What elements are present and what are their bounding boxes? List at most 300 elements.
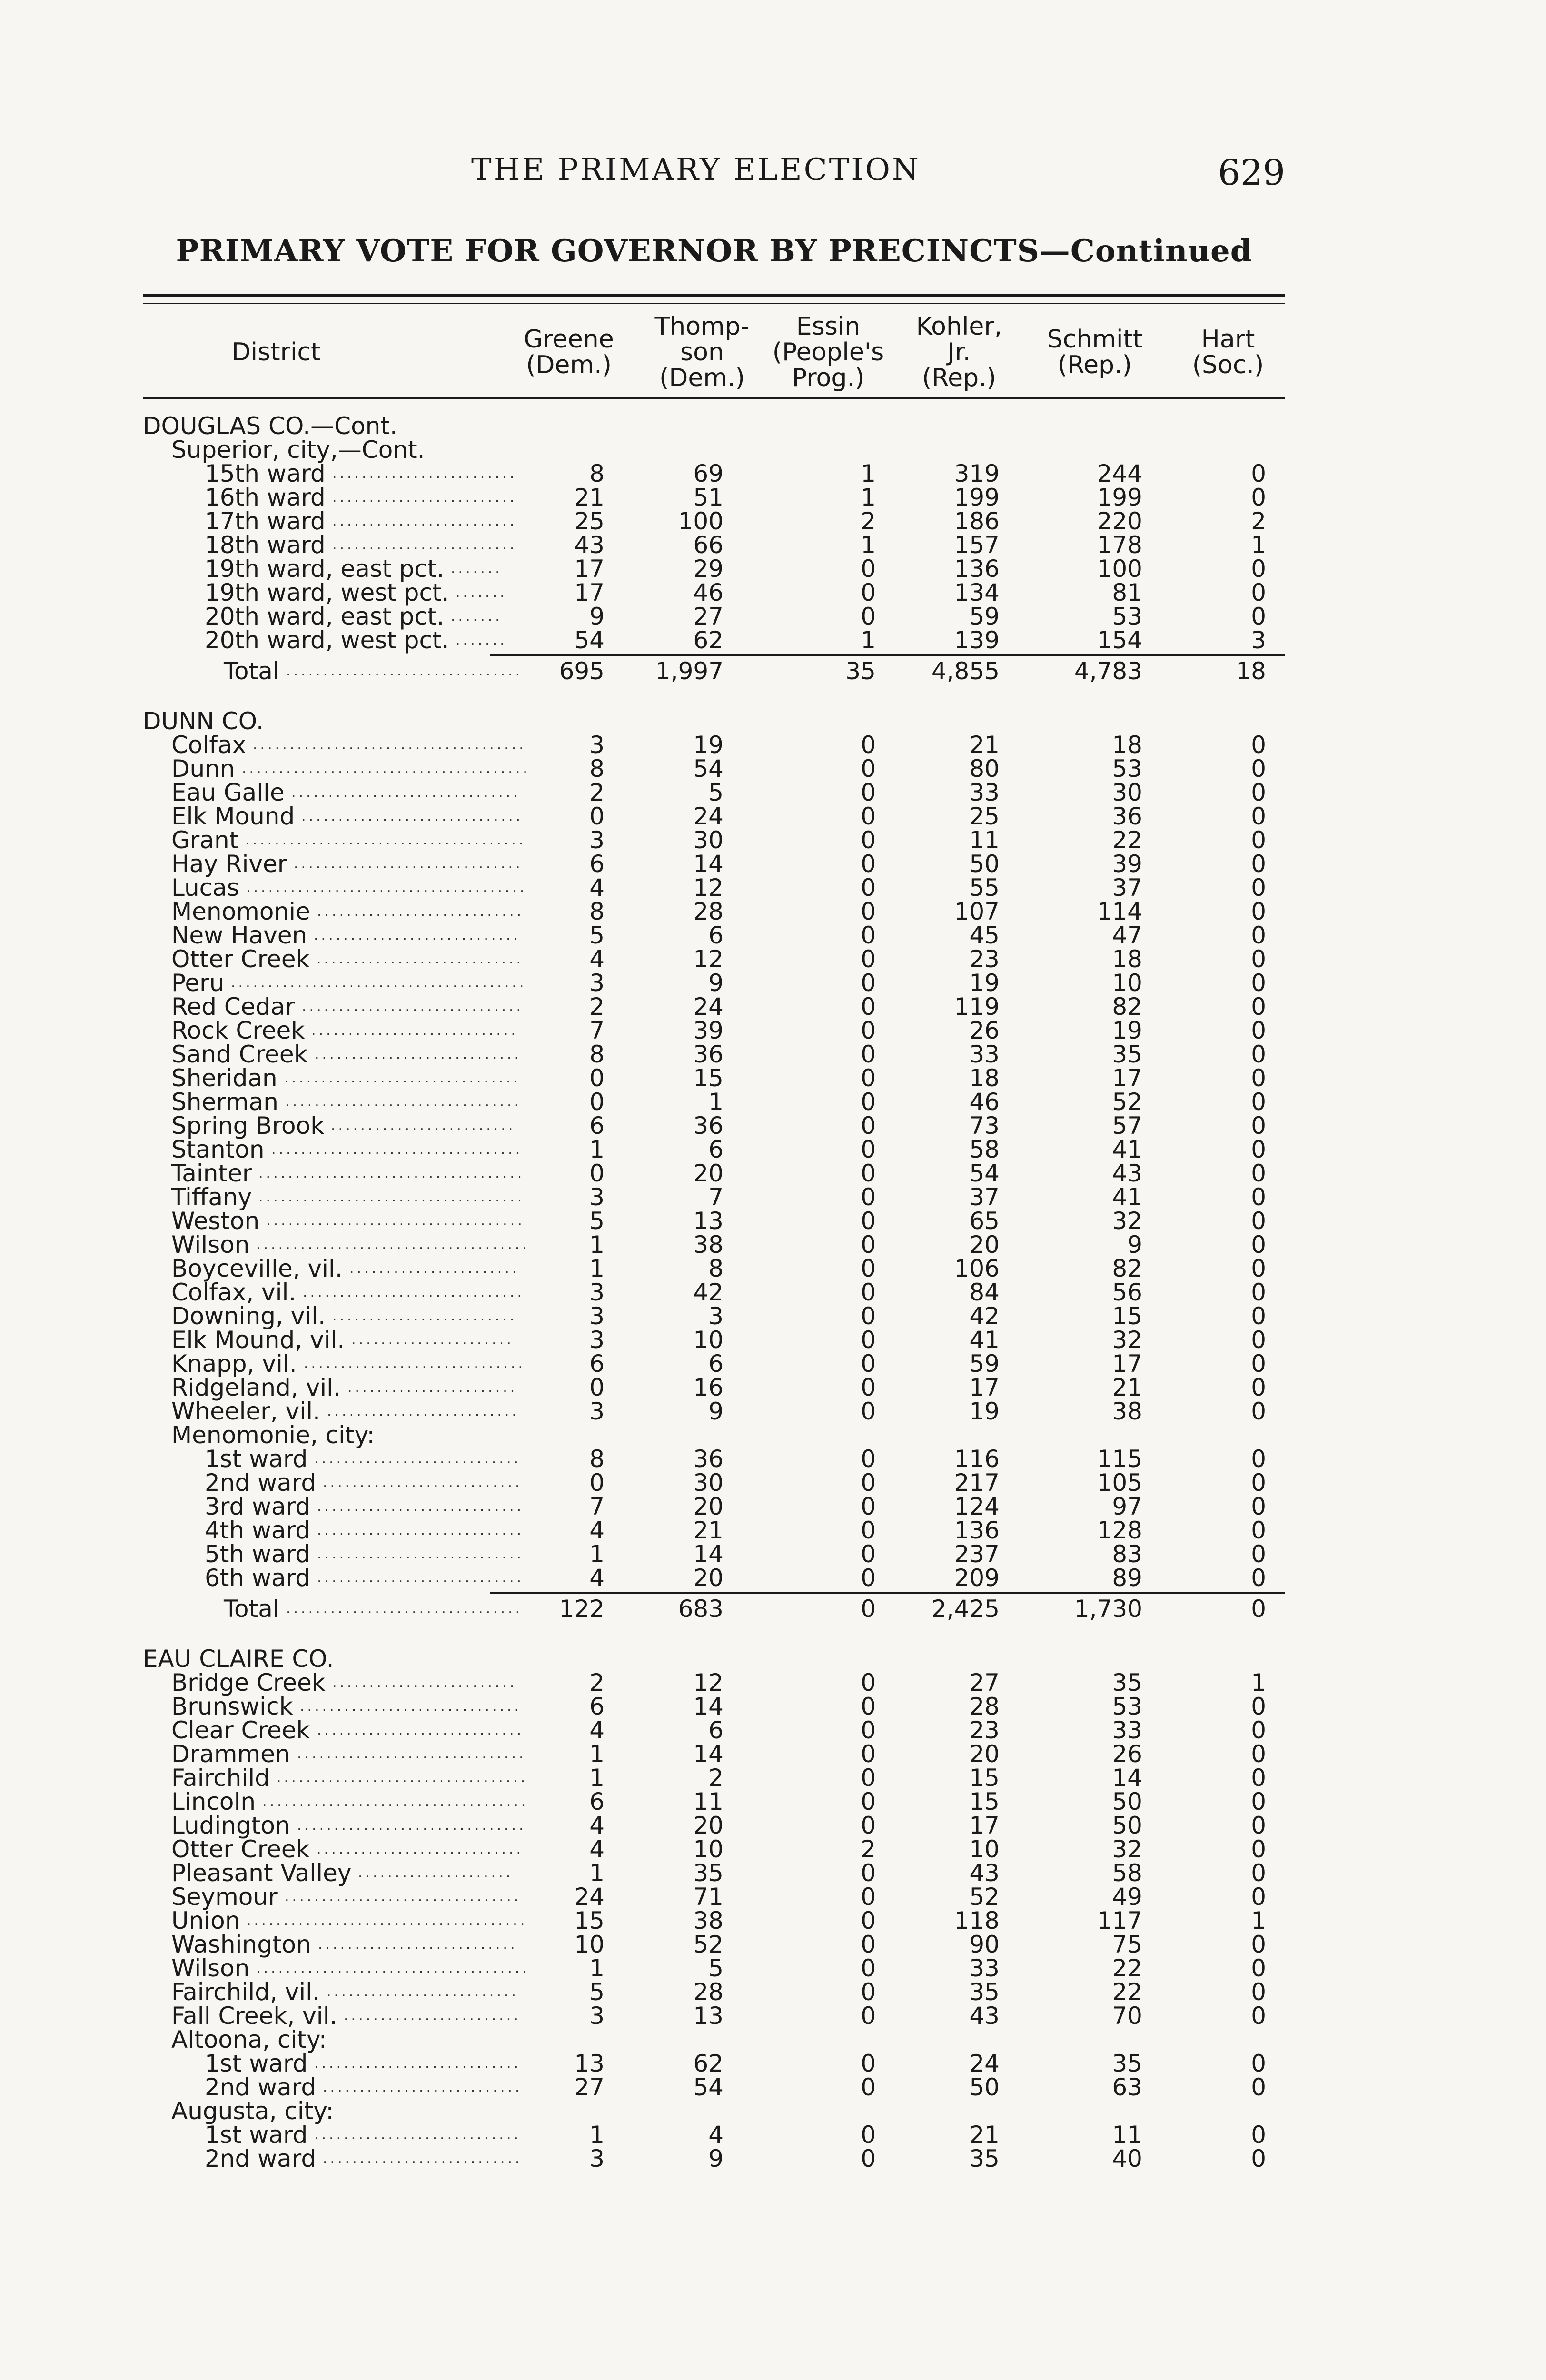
precinct-row xyxy=(143,1138,1285,1161)
header-rule xyxy=(143,397,1285,399)
district-name: 2nd ward xyxy=(205,2145,317,2172)
vote-schmitt: 199 xyxy=(1097,484,1142,511)
district-name: Rock Creek xyxy=(171,1017,305,1044)
precinct-row xyxy=(143,462,1285,486)
vote-essin: 0 xyxy=(861,1136,876,1163)
vote-schmitt: 82 xyxy=(1112,993,1142,1021)
vote-greene: 3 xyxy=(589,1183,605,1211)
vote-kohler: 2,425 xyxy=(931,1595,1000,1623)
vote-hart: 0 xyxy=(1251,1716,1266,1744)
vote-hart: 0 xyxy=(1251,731,1266,759)
vote-essin: 0 xyxy=(861,1326,876,1354)
vote-thompson: 69 xyxy=(693,460,723,487)
vote-schmitt: 4,783 xyxy=(1074,657,1142,685)
vote-kohler: 21 xyxy=(969,2121,1000,2149)
dot-leader: ...................................... xyxy=(246,879,527,896)
page-number: 629 xyxy=(1218,152,1285,193)
district-name: Otter Creek xyxy=(171,1835,310,1863)
vote-greene: 4 xyxy=(589,1517,605,1544)
vote-greene: 10 xyxy=(574,1931,605,1958)
dot-leader: .............................. xyxy=(301,808,524,824)
vote-essin: 0 xyxy=(861,1859,876,1887)
vote-essin: 0 xyxy=(861,1088,876,1116)
dot-leader: ............................... xyxy=(297,1745,526,1762)
vote-thompson: 11 xyxy=(693,1788,723,1815)
district-name: 1st ward xyxy=(205,1445,308,1473)
vote-thompson: 13 xyxy=(693,2002,723,2030)
vote-greene: 122 xyxy=(559,1595,605,1623)
precinct-row xyxy=(143,486,1285,509)
vote-thompson: 62 xyxy=(693,2050,723,2077)
dot-leader: ............................ xyxy=(317,1546,525,1562)
vote-kohler: 107 xyxy=(954,898,1000,925)
vote-hart: 0 xyxy=(1251,1445,1266,1473)
vote-thompson: 24 xyxy=(693,993,723,1021)
vote-thompson: 14 xyxy=(693,1740,723,1768)
vote-thompson: 14 xyxy=(693,850,723,878)
district-name: Sheridan xyxy=(171,1064,277,1092)
vote-essin: 0 xyxy=(861,2145,876,2172)
district-name: Altoona, city: xyxy=(171,2026,327,2053)
vote-hart: 0 xyxy=(1251,1931,1266,1958)
vote-kohler: 23 xyxy=(969,945,1000,973)
precinct-row xyxy=(143,852,1285,876)
district-name: Tainter xyxy=(171,1160,252,1187)
total-row xyxy=(143,1590,1285,1628)
vote-kohler: 4,855 xyxy=(931,657,1000,685)
district-name: Union xyxy=(171,1907,240,1934)
dot-leader: ..................................... xyxy=(256,1960,530,1976)
column-header-thompson xyxy=(647,309,757,395)
vote-kohler: 19 xyxy=(969,969,1000,997)
vote-greene: 17 xyxy=(574,579,605,606)
vote-schmitt: 114 xyxy=(1097,898,1142,925)
dot-leader: ......................... xyxy=(332,1308,517,1324)
vote-greene: 1 xyxy=(589,1954,605,1982)
vote-hart: 1 xyxy=(1251,1907,1266,1934)
vote-essin: 0 xyxy=(861,1907,876,1934)
vote-kohler: 58 xyxy=(969,1136,1000,1163)
vote-greene: 0 xyxy=(589,1374,605,1401)
dot-leader: .............................. xyxy=(304,1355,526,1372)
vote-essin: 0 xyxy=(861,1931,876,1958)
column-header-kohler xyxy=(900,309,1019,395)
vote-essin: 0 xyxy=(861,1517,876,1544)
vote-kohler: 52 xyxy=(969,1883,1000,1911)
district-name: 16th ward xyxy=(205,484,326,511)
precinct-row xyxy=(143,2004,1285,2028)
vote-greene: 2 xyxy=(589,1669,605,1696)
district-name: 6th ward xyxy=(205,1564,310,1592)
vote-schmitt: 89 xyxy=(1112,1564,1142,1592)
vote-schmitt: 14 xyxy=(1112,1764,1142,1792)
vote-hart: 0 xyxy=(1251,603,1266,630)
vote-kohler: 42 xyxy=(969,1302,1000,1330)
vote-essin: 0 xyxy=(861,874,876,902)
vote-schmitt: 100 xyxy=(1097,555,1142,583)
vote-essin: 0 xyxy=(861,2002,876,2030)
vote-greene: 25 xyxy=(574,507,605,535)
vote-schmitt: 35 xyxy=(1112,1669,1142,1696)
vote-schmitt: 32 xyxy=(1112,1207,1142,1235)
vote-schmitt: 18 xyxy=(1112,731,1142,759)
district-name: Colfax xyxy=(171,731,247,759)
vote-thompson: 51 xyxy=(693,484,723,511)
vote-greene: 4 xyxy=(589,1564,605,1592)
dot-leader: ................................... xyxy=(266,1212,525,1229)
vote-hart: 0 xyxy=(1251,779,1266,806)
vote-schmitt: 105 xyxy=(1097,1469,1142,1497)
vote-schmitt: 1,730 xyxy=(1074,1595,1142,1623)
dot-leader: ............................ xyxy=(317,1841,524,1857)
vote-thompson: 1,997 xyxy=(655,657,723,685)
vote-hart: 0 xyxy=(1251,1017,1266,1044)
precinct-row xyxy=(143,1185,1285,1209)
precinct-row xyxy=(143,509,1285,533)
dot-leader: ....... xyxy=(451,608,503,625)
vote-kohler: 237 xyxy=(954,1540,1000,1568)
vote-schmitt: 37 xyxy=(1112,874,1142,902)
vote-schmitt: 10 xyxy=(1112,969,1142,997)
district-name: Wilson xyxy=(171,1231,250,1259)
vote-thompson: 6 xyxy=(708,1716,723,1744)
dot-leader: ..................... xyxy=(358,1864,514,1881)
district-name: Lucas xyxy=(171,874,239,902)
vote-essin: 0 xyxy=(861,1740,876,1768)
vote-kohler: 15 xyxy=(969,1764,1000,1792)
column-header-greene xyxy=(514,309,624,395)
vote-greene: 27 xyxy=(574,2073,605,2101)
vote-thompson: 24 xyxy=(693,803,723,830)
subdivision-heading xyxy=(143,2028,1285,2052)
precinct-row xyxy=(143,876,1285,900)
dot-leader: ...................................... xyxy=(245,832,526,848)
vote-essin: 0 xyxy=(861,1112,876,1140)
vote-hart: 0 xyxy=(1251,1835,1266,1863)
column-header-line: Jr. xyxy=(947,338,971,367)
vote-schmitt: 47 xyxy=(1112,922,1142,949)
vote-essin: 2 xyxy=(861,507,876,535)
vote-greene: 17 xyxy=(574,555,605,583)
vote-greene: 695 xyxy=(559,657,605,685)
district-name: Dunn xyxy=(171,755,235,783)
vote-greene: 54 xyxy=(574,626,605,654)
vote-greene: 3 xyxy=(589,1302,605,1330)
vote-schmitt: 56 xyxy=(1112,1279,1142,1306)
vote-schmitt: 75 xyxy=(1112,1931,1142,1958)
vote-kohler: 136 xyxy=(954,1517,1000,1544)
vote-kohler: 33 xyxy=(969,779,1000,806)
vote-hart: 0 xyxy=(1251,1255,1266,1282)
dot-leader: ......................... xyxy=(332,513,517,529)
district-name: DOUGLAS CO.—Cont. xyxy=(143,412,397,440)
vote-thompson: 28 xyxy=(693,898,723,925)
precinct-row xyxy=(143,804,1285,828)
vote-hart: 0 xyxy=(1251,1740,1266,1768)
vote-thompson: 36 xyxy=(693,1041,723,1068)
vote-kohler: 59 xyxy=(969,1350,1000,1378)
precinct-row xyxy=(143,757,1285,781)
dot-leader: ..................................... xyxy=(256,1236,530,1253)
vote-thompson: 8 xyxy=(708,1255,723,1282)
vote-schmitt: 18 xyxy=(1112,945,1142,973)
district-name: Weston xyxy=(171,1207,260,1235)
vote-thompson: 46 xyxy=(693,579,723,606)
vote-thompson: 20 xyxy=(693,1812,723,1839)
vote-kohler: 19 xyxy=(969,1398,1000,1425)
vote-thompson: 39 xyxy=(693,1017,723,1044)
vote-essin: 1 xyxy=(861,484,876,511)
vote-essin: 0 xyxy=(861,1978,876,2006)
vote-hart: 0 xyxy=(1251,1302,1266,1330)
precinct-row xyxy=(143,1161,1285,1185)
vote-greene: 3 xyxy=(589,1398,605,1425)
vote-hart: 0 xyxy=(1251,1374,1266,1401)
vote-thompson: 54 xyxy=(693,755,723,783)
vote-kohler: 15 xyxy=(969,1788,1000,1815)
precinct-row xyxy=(143,1695,1285,1718)
vote-essin: 0 xyxy=(861,1595,876,1623)
vote-essin: 0 xyxy=(861,1469,876,1497)
district-name: 15th ward xyxy=(205,460,326,487)
vote-essin: 0 xyxy=(861,945,876,973)
vote-greene: 0 xyxy=(589,803,605,830)
vote-thompson: 30 xyxy=(693,1469,723,1497)
vote-schmitt: 41 xyxy=(1112,1136,1142,1163)
district-name: Fall Creek, vil. xyxy=(171,2002,337,2030)
subdivision-heading xyxy=(143,2099,1285,2123)
vote-greene: 3 xyxy=(589,2145,605,2172)
vote-kohler: 18 xyxy=(969,1064,1000,1092)
dot-leader: ............................ xyxy=(314,2055,522,2072)
vote-kohler: 43 xyxy=(969,1859,1000,1887)
vote-greene: 21 xyxy=(574,484,605,511)
dot-leader: ......................... xyxy=(332,536,517,553)
vote-thompson: 13 xyxy=(693,1207,723,1235)
vote-hart: 0 xyxy=(1251,993,1266,1021)
dot-leader: ............................ xyxy=(317,1722,525,1738)
dot-leader: ...................... xyxy=(351,1331,514,1348)
vote-schmitt: 36 xyxy=(1112,803,1142,830)
column-header-line: Kohler, xyxy=(916,312,1002,341)
vote-thompson: 71 xyxy=(693,1883,723,1911)
dot-leader: .................................... xyxy=(258,1189,525,1205)
district-name: 3rd ward xyxy=(205,1493,311,1520)
vote-thompson: 14 xyxy=(693,1693,723,1720)
table-title: PRIMARY VOTE FOR GOVERNOR BY PRECINCTS—Continued xyxy=(176,233,1252,269)
vote-greene: 4 xyxy=(589,1812,605,1839)
precinct-row xyxy=(143,1042,1285,1066)
vote-thompson: 2 xyxy=(708,1764,723,1792)
column-header-schmitt xyxy=(1038,309,1152,395)
vote-essin: 0 xyxy=(861,1279,876,1306)
dot-leader: ......................... xyxy=(332,465,517,482)
vote-schmitt: 38 xyxy=(1112,1398,1142,1425)
vote-kohler: 21 xyxy=(969,731,1000,759)
district-name: Menomonie xyxy=(171,898,310,925)
vote-greene: 1 xyxy=(589,1764,605,1792)
vote-kohler: 11 xyxy=(969,826,1000,854)
precinct-row xyxy=(143,1814,1285,1837)
precinct-row xyxy=(143,1090,1285,1114)
vote-essin: 0 xyxy=(861,969,876,997)
vote-schmitt: 53 xyxy=(1112,755,1142,783)
vote-thompson: 9 xyxy=(708,2145,723,2172)
vote-kohler: 119 xyxy=(954,993,1000,1021)
vote-thompson: 9 xyxy=(708,969,723,997)
vote-greene: 24 xyxy=(574,1883,605,1911)
precinct-row xyxy=(143,1019,1285,1042)
vote-kohler: 65 xyxy=(969,1207,1000,1235)
district-name: Hay River xyxy=(171,850,287,878)
precinct-row xyxy=(143,995,1285,1019)
vote-schmitt: 49 xyxy=(1112,1883,1142,1911)
vote-kohler: 10 xyxy=(969,1835,1000,1863)
precinct-row xyxy=(143,1114,1285,1138)
vote-kohler: 199 xyxy=(954,484,1000,511)
vote-schmitt: 53 xyxy=(1112,603,1142,630)
vote-hart: 0 xyxy=(1251,1112,1266,1140)
dot-leader: ............................ xyxy=(314,1450,522,1467)
vote-schmitt: 83 xyxy=(1112,1540,1142,1568)
vote-essin: 0 xyxy=(861,731,876,759)
vote-kohler: 20 xyxy=(969,1740,1000,1768)
vote-greene: 5 xyxy=(589,1207,605,1235)
vote-schmitt: 35 xyxy=(1112,1041,1142,1068)
vote-thompson: 54 xyxy=(693,2073,723,2101)
vote-essin: 0 xyxy=(861,1255,876,1282)
vote-hart: 0 xyxy=(1251,1859,1266,1887)
precinct-row xyxy=(143,533,1285,557)
vote-essin: 0 xyxy=(861,850,876,878)
district-name: Wilson xyxy=(171,1954,250,1982)
section-gap xyxy=(143,690,1285,709)
vote-greene: 3 xyxy=(589,1326,605,1354)
vote-essin: 0 xyxy=(861,1954,876,1982)
vote-kohler: 35 xyxy=(969,1978,1000,2006)
dot-leader: .................................. xyxy=(277,1769,528,1786)
vote-hart: 0 xyxy=(1251,874,1266,902)
vote-essin: 0 xyxy=(861,1883,876,1911)
district-name: Colfax, vil. xyxy=(171,1279,297,1306)
vote-schmitt: 220 xyxy=(1097,507,1142,535)
vote-schmitt: 17 xyxy=(1112,1350,1142,1378)
dot-leader: ....... xyxy=(456,632,507,648)
vote-thompson: 14 xyxy=(693,1540,723,1568)
dot-leader: ...................................... xyxy=(247,1912,528,1929)
vote-essin: 0 xyxy=(861,1564,876,1592)
dot-leader: ............................ xyxy=(317,951,524,967)
vote-essin: 0 xyxy=(861,1764,876,1792)
vote-greene: 1 xyxy=(589,1859,605,1887)
dot-leader: ..................................... xyxy=(253,736,526,753)
vote-hart: 0 xyxy=(1251,1564,1266,1592)
district-name: Augusta, city: xyxy=(171,2097,334,2125)
district-name: Sherman xyxy=(171,1088,278,1116)
vote-greene: 4 xyxy=(589,874,605,902)
district-name: Menomonie, city: xyxy=(171,1421,375,1449)
district-name: Red Cedar xyxy=(171,993,295,1021)
column-header-line: (Dem.) xyxy=(526,351,612,379)
precinct-row xyxy=(143,1399,1285,1423)
vote-hart: 0 xyxy=(1251,484,1266,511)
dot-leader: ............................... xyxy=(294,855,523,872)
column-header-line: (Rep.) xyxy=(1058,351,1132,379)
vote-hart: 0 xyxy=(1251,922,1266,949)
vote-greene: 1 xyxy=(589,1255,605,1282)
precinct-row xyxy=(143,1542,1285,1566)
vote-schmitt: 33 xyxy=(1112,1716,1142,1744)
vote-greene: 8 xyxy=(589,460,605,487)
vote-schmitt: 40 xyxy=(1112,2145,1142,2172)
vote-kohler: 84 xyxy=(969,1279,1000,1306)
vote-essin: 0 xyxy=(861,1302,876,1330)
vote-kohler: 59 xyxy=(969,603,1000,630)
column-header-line: Thomp- xyxy=(654,312,750,341)
vote-kohler: 25 xyxy=(969,803,1000,830)
vote-schmitt: 22 xyxy=(1112,826,1142,854)
precinct-row xyxy=(143,1471,1285,1495)
precinct-row xyxy=(143,1933,1285,1956)
vote-essin: 0 xyxy=(861,579,876,606)
vote-hart: 0 xyxy=(1251,1540,1266,1568)
vote-hart: 0 xyxy=(1251,1493,1266,1520)
vote-thompson: 66 xyxy=(693,531,723,559)
vote-hart: 0 xyxy=(1251,850,1266,878)
precinct-row xyxy=(143,1328,1285,1352)
vote-greene: 4 xyxy=(589,945,605,973)
vote-thompson: 20 xyxy=(693,1564,723,1592)
vote-kohler: 17 xyxy=(969,1374,1000,1401)
vote-schmitt: 52 xyxy=(1112,1088,1142,1116)
vote-hart: 0 xyxy=(1251,1231,1266,1259)
dot-leader: ....................................... xyxy=(242,760,530,777)
vote-schmitt: 50 xyxy=(1112,1812,1142,1839)
district-name: Downing, vil. xyxy=(171,1302,326,1330)
vote-thompson: 38 xyxy=(693,1907,723,1934)
vote-kohler: 37 xyxy=(969,1183,1000,1211)
vote-thompson: 7 xyxy=(708,1183,723,1211)
column-header-district xyxy=(143,309,409,395)
vote-hart: 0 xyxy=(1251,1517,1266,1544)
vote-schmitt: 30 xyxy=(1112,779,1142,806)
vote-essin: 0 xyxy=(861,1716,876,1744)
district-name: New Haven xyxy=(171,922,307,949)
precinct-row xyxy=(143,1304,1285,1328)
vote-schmitt: 81 xyxy=(1112,579,1142,606)
vote-hart: 0 xyxy=(1251,2050,1266,2077)
vote-thompson: 1 xyxy=(708,1088,723,1116)
vote-schmitt: 22 xyxy=(1112,1978,1142,2006)
vote-hart: 0 xyxy=(1251,1350,1266,1378)
vote-hart: 0 xyxy=(1251,2002,1266,2030)
vote-schmitt: 32 xyxy=(1112,1835,1142,1863)
vote-kohler: 80 xyxy=(969,755,1000,783)
vote-hart: 0 xyxy=(1251,2145,1266,2172)
vote-schmitt: 50 xyxy=(1112,1788,1142,1815)
vote-hart: 0 xyxy=(1251,1812,1266,1839)
district-name: Fairchild, vil. xyxy=(171,1978,320,2006)
vote-schmitt: 9 xyxy=(1127,1231,1142,1259)
vote-thompson: 683 xyxy=(678,1595,723,1623)
vote-kohler: 41 xyxy=(969,1326,1000,1354)
vote-hart: 0 xyxy=(1251,945,1266,973)
vote-schmitt: 63 xyxy=(1112,2073,1142,2101)
vote-essin: 0 xyxy=(861,779,876,806)
dot-leader: ......................... xyxy=(332,489,517,506)
vote-greene: 1 xyxy=(589,1740,605,1768)
precinct-row xyxy=(143,1518,1285,1542)
